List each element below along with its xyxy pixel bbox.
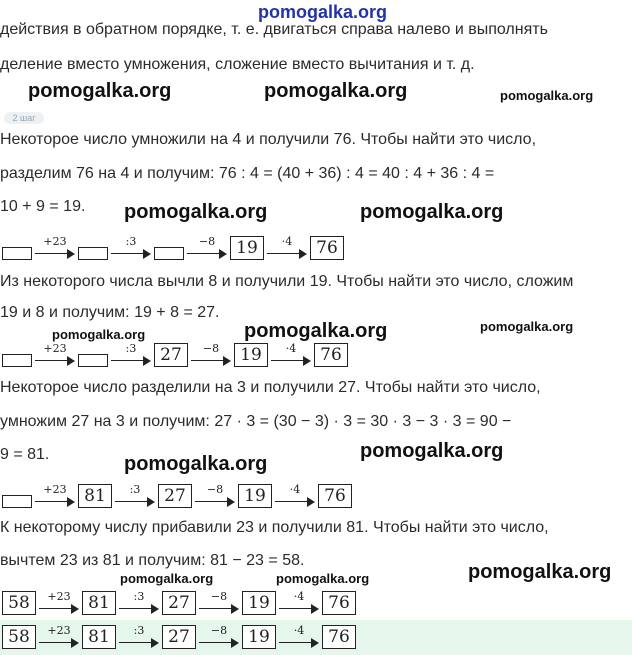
- arrow-head-icon: [151, 604, 159, 614]
- operation-label: −8: [198, 235, 216, 248]
- operation-arrow: [275, 484, 315, 510]
- arrow-head-icon: [227, 497, 235, 507]
- operation-arrow: [111, 343, 151, 369]
- operation-label: :3: [125, 342, 137, 355]
- arrow-head-icon: [219, 249, 227, 259]
- watermark: pomogalka.org: [468, 561, 612, 583]
- step2-line-1: Из некоторого числа вычли 8 и получили 19. Чтобы найти это число, сложим: [0, 273, 574, 290]
- empty-box: [154, 247, 184, 260]
- operation-arrow: [35, 343, 75, 369]
- arrow-shaft: [191, 360, 225, 361]
- number-box: 27: [154, 343, 188, 367]
- watermark: pomogalka.org: [124, 201, 268, 223]
- number-box: 19: [230, 236, 264, 260]
- arrow-head-icon: [151, 638, 159, 648]
- arrow-shaft: [39, 608, 73, 609]
- number-box: 19: [242, 591, 276, 615]
- arrow-shaft: [39, 642, 73, 643]
- operation-label: :3: [125, 235, 137, 248]
- watermark: pomogalka.org: [52, 327, 146, 342]
- arrow-shaft: [35, 501, 69, 502]
- arrow-shaft: [35, 360, 69, 361]
- number-box: 81: [78, 484, 112, 508]
- operation-arrow: [187, 236, 227, 262]
- watermark: pomogalka.org: [360, 440, 504, 462]
- operation-arrow: [119, 591, 159, 617]
- watermark: pomogalka.org: [120, 571, 214, 586]
- operation-label: ·4: [289, 483, 301, 496]
- arrow-shaft: [35, 253, 69, 254]
- arrow-head-icon: [311, 638, 319, 648]
- arrow-shaft: [199, 608, 233, 609]
- operation-label: ·4: [293, 624, 305, 637]
- step1-line-1: Некоторое число умножили на 4 и получили 76. Чтобы найти это число,: [0, 131, 537, 148]
- intro-line-1: действия в обратном порядке, т. е. двигаться справа налево и выполнять: [0, 21, 548, 38]
- operation-label: −8: [202, 342, 220, 355]
- arrow-head-icon: [67, 249, 75, 259]
- operation-arrow: [39, 625, 79, 651]
- arrow-shaft: [111, 360, 145, 361]
- operation-arrow: [119, 625, 159, 651]
- number-box: 76: [318, 484, 352, 508]
- arrow-head-icon: [231, 638, 239, 648]
- operation-label: :3: [133, 624, 145, 637]
- number-box: 81: [82, 625, 116, 649]
- number-box: 58: [2, 591, 36, 615]
- operation-arrow: [271, 343, 311, 369]
- empty-box: [2, 247, 32, 260]
- operation-label: +23: [43, 483, 67, 496]
- watermark: pomogalka.org: [28, 80, 172, 102]
- watermark: pomogalka.org: [480, 319, 574, 334]
- number-box: 76: [322, 591, 356, 615]
- operation-arrow: [199, 625, 239, 651]
- number-box: 27: [162, 591, 196, 615]
- step3-line-3: 9 = 81.: [0, 446, 50, 463]
- operation-label: +23: [43, 342, 67, 355]
- arrow-head-icon: [303, 356, 311, 366]
- operation-label: −8: [210, 624, 228, 637]
- operation-label: :3: [133, 590, 145, 603]
- watermark: pomogalka.org: [264, 80, 408, 102]
- step1-line-2: разделим 76 на 4 и получим: 76 : 4 = (40 + 36) : 4 = 40 : 4 + 36 : 4 =: [0, 165, 495, 182]
- operation-label: ·4: [293, 590, 305, 603]
- arrow-shaft: [279, 642, 313, 643]
- operation-arrow: [35, 484, 75, 510]
- arrow-shaft: [271, 360, 305, 361]
- arrow-head-icon: [231, 604, 239, 614]
- empty-box: [2, 354, 32, 367]
- number-box: 27: [158, 484, 192, 508]
- arrow-head-icon: [67, 356, 75, 366]
- operation-arrow: [279, 625, 319, 651]
- step2-line-2: 19 и 8 и получим: 19 + 8 = 27.: [0, 304, 220, 321]
- watermark: pomogalka.org: [500, 88, 594, 103]
- empty-box: [2, 495, 32, 508]
- number-box: 19: [238, 484, 272, 508]
- operation-arrow: [267, 236, 307, 262]
- operation-label: :3: [129, 483, 141, 496]
- number-box: 58: [2, 625, 36, 649]
- arrow-shaft: [115, 501, 149, 502]
- operation-label: ·4: [285, 342, 297, 355]
- arrow-shaft: [267, 253, 301, 254]
- arrow-head-icon: [299, 249, 307, 259]
- arrow-shaft: [199, 642, 233, 643]
- operation-arrow: [111, 236, 151, 262]
- watermark: pomogalka.org: [244, 320, 388, 342]
- operation-arrow: [195, 484, 235, 510]
- empty-box: [78, 354, 108, 367]
- empty-box: [78, 247, 108, 260]
- arrow-head-icon: [307, 497, 315, 507]
- operation-label: +23: [43, 235, 67, 248]
- arrow-shaft: [119, 608, 153, 609]
- number-box: 76: [310, 236, 344, 260]
- arrow-shaft: [187, 253, 221, 254]
- arrow-head-icon: [311, 604, 319, 614]
- watermark: pomogalka.org: [276, 571, 370, 586]
- operation-arrow: [35, 236, 75, 262]
- arrow-shaft: [111, 253, 145, 254]
- step1-line-3: 10 + 9 = 19.: [0, 198, 86, 215]
- arrow-head-icon: [223, 356, 231, 366]
- intro-line-2: деление вместо умножения, сложение вместо вычитания и т. д.: [0, 56, 475, 73]
- operation-arrow: [199, 591, 239, 617]
- number-box: 19: [234, 343, 268, 367]
- number-box: 76: [322, 625, 356, 649]
- number-box: 19: [242, 625, 276, 649]
- step3-line-1: Некоторое число разделили на 3 и получили 27. Чтобы найти это число,: [0, 379, 541, 396]
- watermark-top: pomogalka.org: [258, 2, 388, 22]
- arrow-head-icon: [143, 356, 151, 366]
- operation-label: −8: [210, 590, 228, 603]
- arrow-shaft: [119, 642, 153, 643]
- number-box: 27: [162, 625, 196, 649]
- arrow-shaft: [195, 501, 229, 502]
- operation-arrow: [279, 591, 319, 617]
- arrow-shaft: [279, 608, 313, 609]
- watermark: pomogalka.org: [124, 453, 268, 475]
- operation-label: −8: [206, 483, 224, 496]
- operation-arrow: [115, 484, 155, 510]
- step4-line-2: вычтем 23 из 81 и получим: 81 − 23 = 58.: [0, 552, 305, 569]
- operation-label: ·4: [281, 235, 293, 248]
- watermark: pomogalka.org: [360, 201, 504, 223]
- operation-label: +23: [47, 624, 71, 637]
- arrow-head-icon: [147, 497, 155, 507]
- operation-label: +23: [47, 590, 71, 603]
- number-box: 81: [82, 591, 116, 615]
- step4-line-1: К некоторому числу прибавили 23 и получили 81. Чтобы найти это число,: [0, 519, 549, 536]
- step-badge: 2 шаг: [4, 112, 44, 124]
- arrow-shaft: [275, 501, 309, 502]
- operation-arrow: [39, 591, 79, 617]
- arrow-head-icon: [67, 497, 75, 507]
- arrow-head-icon: [71, 638, 79, 648]
- arrow-head-icon: [71, 604, 79, 614]
- arrow-head-icon: [143, 249, 151, 259]
- number-box: 76: [314, 343, 348, 367]
- step3-line-2: умножим 27 на 3 и получим: 27 · 3 = (30 − 3) · 3 = 30 · 3 − 3 · 3 = 90 −: [0, 413, 512, 430]
- operation-arrow: [191, 343, 231, 369]
